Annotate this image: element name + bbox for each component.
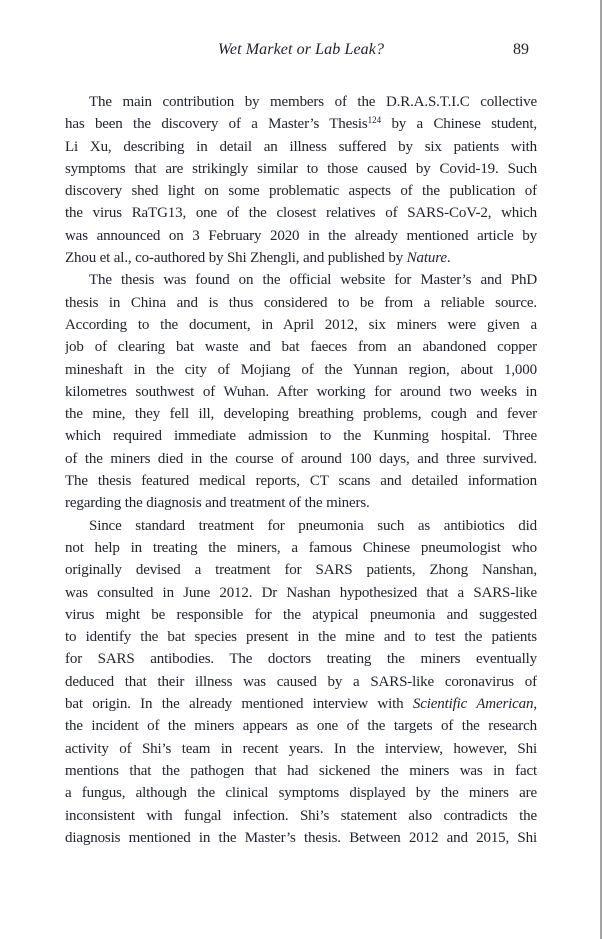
text-line [65, 582, 537, 604]
text-line [65, 715, 537, 737]
text-segment: was consulted in June 2012. Dr Nashan hypothesized that a SARS-like [65, 584, 537, 601]
text-segment: Nature [406, 250, 447, 267]
text-segment: was announced on 3 February 2020 in the already mentioned article by [65, 227, 537, 244]
text-segment: The thesis featured medical reports, CT scans and detailed information [65, 473, 537, 490]
text-segment: The main contribution by members of the D.R.A.S.T.I.C collective [89, 94, 537, 110]
text-line [65, 359, 537, 381]
text-segment: the incident of the miners appears as one of the targets of the research [65, 718, 537, 735]
text-line [65, 626, 537, 648]
text-line [65, 336, 537, 358]
paragraph [65, 91, 537, 269]
text-line [65, 225, 537, 247]
text-line [65, 269, 537, 291]
text-segment: deduced that their illness was caused by a SARS-like coronavirus of [65, 673, 537, 690]
text-line [65, 827, 537, 849]
text-segment: According to the document, in April 2012, six miners were given a [65, 316, 537, 333]
text-segment: of the miners died in the course of around 100 days, and three survived. [65, 450, 537, 467]
text-segment: which required immediate admission to the Kunming hospital. Three [65, 428, 537, 445]
text-line [65, 448, 537, 470]
text-segment: by a Chinese student, [381, 116, 537, 133]
text-segment: the mine, they fell ill, developing breathing problems, cough and fever [65, 406, 537, 423]
footnote-reference: 124 [367, 115, 382, 126]
text-segment: not help in treating the miners, a famous Chinese pneumologist who [65, 539, 537, 556]
text-line [65, 515, 537, 537]
text-line [65, 559, 537, 581]
text-segment: inconsistent with fungal infection. Shi’s statement also contradicts the [65, 807, 537, 824]
text-segment: diagnosis mentioned in the Master’s thesis. Between 2012 and 2015, Shi [65, 829, 537, 846]
text-segment: , [533, 696, 537, 713]
text-segment: mineshaft in the city of Mojiang of the Yunnan region, about 1,000 [65, 361, 537, 378]
page-body [65, 91, 537, 849]
text-line [65, 738, 537, 760]
text-line [65, 202, 537, 224]
text-segment: activity of Shi’s team in recent years. In the interview, however, Shi [65, 740, 537, 757]
text-segment: to identify the bat species present in the mine and to test the patients [65, 629, 537, 646]
text-line [65, 314, 537, 336]
paragraph [65, 515, 537, 849]
text-line [65, 537, 537, 559]
text-segment: has been the discovery of a Master’s Thesis [65, 116, 368, 133]
text-segment: job of clearing bat waste and bat faeces from an abandoned copper [65, 339, 537, 356]
page-number: 89 [513, 41, 529, 58]
text-segment: The thesis was found on the official website for Master’s and PhD [89, 272, 537, 289]
text-line [65, 604, 537, 626]
text-line [65, 425, 537, 447]
text-line [65, 648, 537, 670]
text-line [65, 113, 537, 135]
page-edge-line [600, 0, 602, 939]
running-header [65, 41, 537, 61]
text-line [65, 247, 537, 269]
text-segment: originally devised a treatment for SARS patients, Zhong Nanshan, [65, 562, 537, 579]
text-line [65, 693, 537, 715]
text-line [65, 671, 537, 693]
text-segment: for SARS antibodies. The doctors treating the miners eventually [65, 651, 537, 668]
text-line [65, 760, 537, 782]
text-segment: discovery shed light on some problematic aspects of the publication of [65, 183, 537, 200]
text-segment: thesis in China and is thus considered to be from a reliable source. [65, 294, 537, 311]
text-segment: Zhou et al., co-authored by Shi Zhengli, and published by [65, 250, 407, 267]
text-segment: the virus RaTG13, one of the closest relatives of SARS-CoV-2, which [65, 205, 537, 222]
text-segment: . [446, 250, 451, 267]
text-line [65, 381, 537, 403]
running-title: Wet Market or Lab Leak? [217, 41, 385, 58]
text-segment: virus might be responsible for the atypical pneumonia and suggested [65, 606, 537, 623]
paragraph [65, 269, 537, 514]
text-segment: symptoms that are strikingly similar to those caused by Covid-19. Such [65, 160, 537, 177]
text-line [65, 403, 537, 425]
text-segment: Scientific American [412, 696, 534, 713]
text-segment: regarding the diagnosis and treatment of the miners. [65, 495, 370, 512]
text-line [65, 91, 537, 113]
text-segment: kilometres southwest of Wuhan. After working for around two weeks in [65, 383, 537, 400]
text-segment: bat origin. In the already mentioned interview with [65, 696, 413, 713]
text-line [65, 158, 537, 180]
text-line [65, 805, 537, 827]
text-segment: Since standard treatment for pneumonia such as antibiotics did [89, 517, 537, 534]
text-line [65, 492, 537, 514]
text-segment: Li Xu, describing in detail an illness suffered by six patients with [65, 138, 537, 155]
text-line [65, 782, 537, 804]
text-line [65, 180, 537, 202]
text-segment: mentions that the pathogen that had sickened the miners was in fact [65, 762, 537, 779]
text-segment: a fungus, although the clinical symptoms displayed by the miners are [65, 785, 537, 802]
text-line [65, 136, 537, 158]
text-line [65, 292, 537, 314]
text-line [65, 470, 537, 492]
